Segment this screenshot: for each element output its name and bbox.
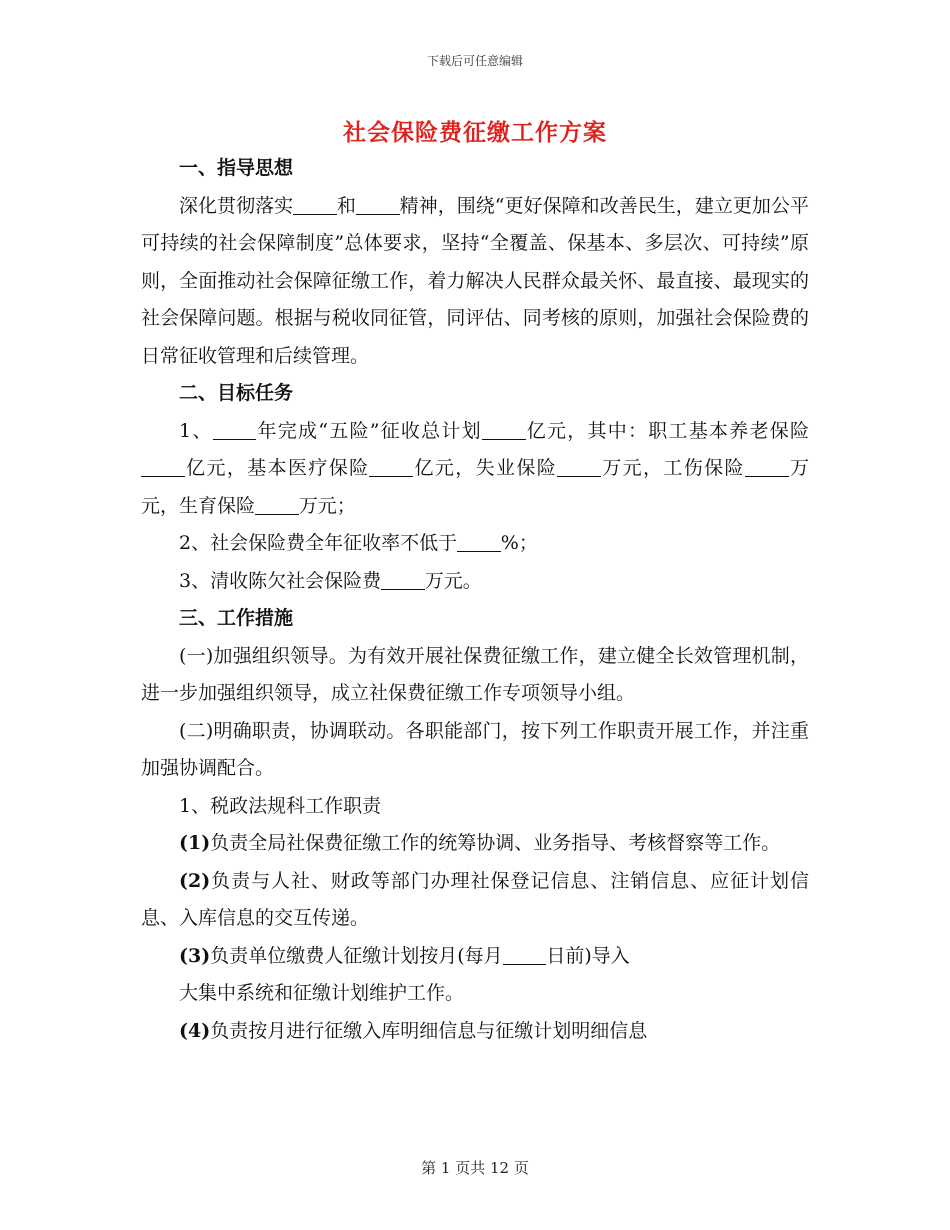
duty-item: (4)负责按月进行征缴入库明细信息与征缴计划明细信息 bbox=[179, 1019, 648, 1042]
fill-blank bbox=[356, 195, 400, 215]
paragraph: (二)明确职责，协调联动。各职能部门，按下列工作职责开展工作，并注重加强协调配合。 bbox=[141, 719, 809, 779]
duty-item: (3)负责单位缴费人征缴计划按月(每月 日前)导入 bbox=[179, 944, 630, 967]
fill-blank bbox=[255, 495, 299, 515]
section-heading: 三、工作措施 bbox=[179, 607, 294, 629]
document-body bbox=[141, 150, 809, 1050]
fill-blank bbox=[745, 457, 789, 477]
fill-blank bbox=[482, 420, 526, 440]
fill-blank bbox=[557, 457, 601, 477]
section-heading: 二、目标任务 bbox=[179, 382, 294, 404]
fill-blank bbox=[213, 420, 257, 440]
list-item: 2、社会保险费全年征收率不低于 %； bbox=[179, 532, 538, 554]
fill-blank bbox=[293, 195, 337, 215]
fill-blank bbox=[457, 532, 501, 552]
fill-blank bbox=[381, 570, 425, 590]
paragraph: (一)加强组织领导。为有效开展社保费征缴工作，建立健全长效管理机制，进一步加强组织领导，成立社保费征缴工作专项领导小组。 bbox=[141, 644, 809, 704]
fill-blank bbox=[503, 945, 547, 965]
duty-item: (1)负责全局社保费征缴工作的统筹协调、业务指导、考核督察等工作。 bbox=[179, 832, 781, 854]
list-item: 3、清收陈欠社会保险费 万元。 bbox=[179, 569, 482, 592]
page-header: 下载后可任意编辑 bbox=[426, 54, 523, 68]
list-item: 1、 年完成“五险”征收总计划 亿元，其中：职工基本养老保险亿元，基本医疗保险 亿元，失业保险 万元，工伤保险 万元，生育保险 万元； bbox=[141, 419, 809, 517]
section-heading: 一、指导思想 bbox=[179, 157, 294, 179]
duty-item: (2)负责与人社、财政等部门办理社保登记信息、注销信息、应征计划信息、入库信息的交互传递。 bbox=[141, 869, 809, 929]
subheading: 1、税政法规科工作职责 bbox=[179, 794, 382, 817]
paragraph: 深化贯彻落实 和 精神，围绕“更好保障和改善民生，建立更加公平可持续的社会保障制度”总体要求，坚持“全覆盖、保基本、多层次、可持续”原则，全面推动社会保障征缴工作，着力解决人民群众最关怀、最直接、最现实的社会保障问题。根据与税收同征管，同评估、同考核的原则，加强社会保险费的日常征收管理和后续管理。 bbox=[141, 194, 809, 367]
document-title: 社会保险费征缴工作方案 bbox=[343, 120, 607, 146]
fill-blank bbox=[141, 457, 185, 477]
fill-blank bbox=[369, 457, 413, 477]
page-footer: 第 1 页共 12 页 bbox=[421, 1159, 529, 1177]
duty-item-continuation: 大集中系统和征缴计划维护工作。 bbox=[179, 982, 465, 1004]
